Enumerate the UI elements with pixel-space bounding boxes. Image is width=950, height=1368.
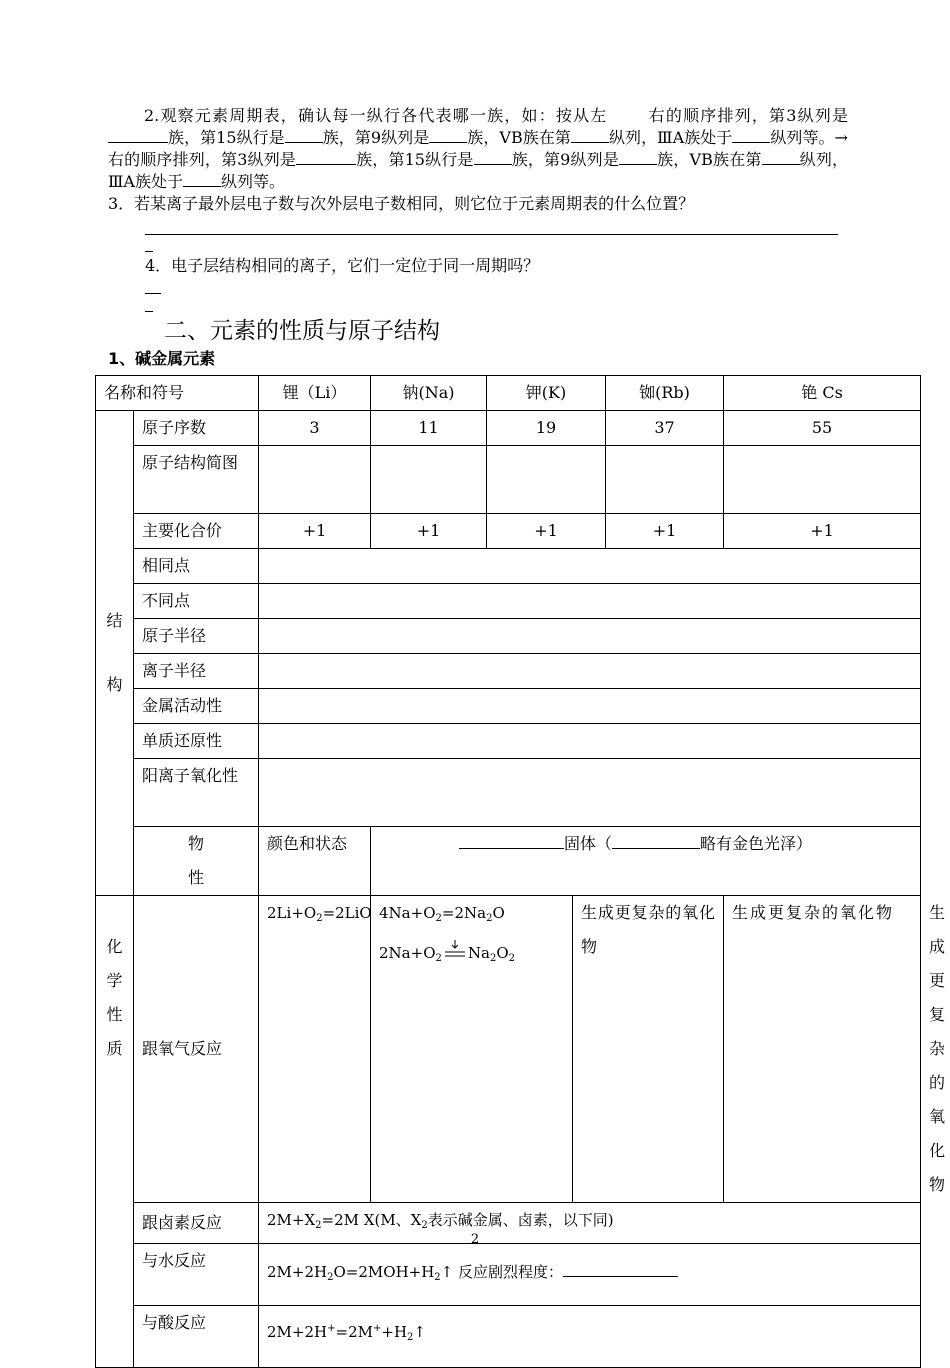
k-oxygen-result: 生成更复杂的氧化物	[573, 896, 724, 1203]
answer-blank[interactable]	[108, 128, 168, 143]
element-name: 锂（Li）	[259, 376, 371, 411]
subsection-title: 1、碱金属元素	[108, 349, 216, 368]
row-label: 原子结构简图	[134, 446, 259, 514]
page-number: 2	[470, 1232, 480, 1247]
cell: 55	[724, 411, 921, 446]
row-label: 跟卤素反应	[134, 1203, 259, 1244]
answer-line-short	[145, 311, 153, 312]
halogen-eq: $2M+X_2=2M$ X(M、$X_2$表示碱金属、卤素，以下同)	[259, 1203, 921, 1244]
water-eq: $2M+2H_2O=2MOH+H_2↑$ 反应剧烈程度：	[259, 1244, 921, 1306]
table-row	[96, 1244, 921, 1306]
row-label: 阳离子氧化性	[134, 759, 259, 827]
cell: +1	[724, 514, 921, 549]
answer-cell[interactable]	[259, 584, 921, 619]
row-label: 颜色和状态	[259, 827, 371, 896]
group-physical: 物性	[134, 827, 259, 896]
row-label: 主要化合价	[134, 514, 259, 549]
answer-cell[interactable]	[259, 654, 921, 689]
na-oxygen-eq: $4Na+O_2=2Na_2O$ $2Na+O_2$ $Na_2O_2$	[371, 896, 573, 1203]
rb-oxygen-result: 生成更复杂的氧化物	[724, 896, 921, 1203]
row-label: 不同点	[134, 584, 259, 619]
table-row	[96, 827, 921, 896]
answer-blank[interactable]	[563, 1262, 678, 1277]
answer-blank[interactable]	[571, 128, 609, 143]
answer-cell[interactable]	[259, 689, 921, 724]
table-row	[96, 654, 921, 689]
question-2: 2.观察元素周期表，确认每一纵行各代表哪一族，如：按从左 右的顺序排列，第3纵列是族，第15纵行是 族，第9纵列是 族，ⅤB族在第 纵列，ⅢA族处于 纵列等。→右的顺序排列，第3纵列是 族，第15纵行是 族，第9纵列是 族，ⅤB族在第 纵列，ⅢA族处于 纵列等。	[108, 106, 848, 191]
header-label: 名称和符号	[96, 376, 259, 411]
row-label: 离子半径	[134, 654, 259, 689]
table-row	[96, 446, 921, 514]
element-name: 铯 Cs	[724, 376, 921, 411]
table-row	[96, 1306, 921, 1368]
row-label: 相同点	[134, 549, 259, 584]
element-name: 铷(Rb)	[606, 376, 724, 411]
element-name: 钾(K)	[487, 376, 606, 411]
answer-blank[interactable]	[612, 834, 700, 849]
table-row	[96, 411, 921, 446]
acid-eq: $2M+2H^+=2M^++H_2↑$	[259, 1306, 921, 1368]
answer-cell[interactable]	[606, 446, 724, 514]
cell: 37	[606, 411, 724, 446]
answer-blank[interactable]	[296, 150, 356, 165]
cell: +1	[371, 514, 487, 549]
answer-cell[interactable]	[371, 446, 487, 514]
answer-blank[interactable]	[474, 150, 512, 165]
row-label: 单质还原性	[134, 724, 259, 759]
table-row	[96, 689, 921, 724]
answer-blank[interactable]	[285, 128, 323, 143]
heat-equals-icon	[442, 938, 468, 960]
answer-blank[interactable]	[429, 128, 467, 143]
answer-cell[interactable]	[724, 446, 921, 514]
row-label: 与水反应	[134, 1244, 259, 1306]
answer-line-short	[145, 251, 153, 252]
answer-blank[interactable]	[732, 128, 770, 143]
table-row	[96, 759, 921, 827]
row-label: 与酸反应	[134, 1306, 259, 1368]
answer-blank[interactable]	[619, 150, 657, 165]
row-label: 原子半径	[134, 619, 259, 654]
cell: 19	[487, 411, 606, 446]
answer-cell[interactable]	[259, 759, 921, 827]
answer-line[interactable]	[145, 293, 161, 294]
q2-text: 2.观察元素周期表，确认每一纵行各代表哪一族，如：按从左	[144, 106, 608, 125]
answer-cell[interactable]	[259, 619, 921, 654]
answer-cell[interactable]	[259, 724, 921, 759]
table-row	[96, 514, 921, 549]
color-state-cell: 固体（ 略有金色光泽）	[371, 827, 921, 896]
question-3: 3．若某离子最外层电子数与次外层电子数相同，则它位于元素周期表的什么位置？	[108, 194, 695, 213]
answer-blank[interactable]	[459, 834, 564, 849]
table-row	[96, 584, 921, 619]
section-title: 二、元素的性质与原子结构	[164, 318, 440, 344]
cell: 3	[259, 411, 371, 446]
question-4: 4．电子层结构相同的离子，它们一定位于同一周期吗？	[145, 256, 540, 275]
cell: +1	[606, 514, 724, 549]
answer-blank[interactable]	[183, 172, 221, 187]
row-label: 金属活动性	[134, 689, 259, 724]
cell: +1	[487, 514, 606, 549]
answer-cell[interactable]	[487, 446, 606, 514]
group-chemical: 化学性质	[96, 896, 134, 1368]
li-oxygen-eq: $2Li+O_2=2LiO$	[259, 896, 371, 1203]
table-row	[96, 376, 921, 411]
cell: +1	[259, 514, 371, 549]
row-label: 原子序数	[134, 411, 259, 446]
table-row: 化学性质 跟氧气反应 $2Li+O_2=2LiO$ $4Na+O_2=2Na_2O$ $2Na+O_2$ $Na_2O_2$ 生成更复杂的氧化物 生成更复杂的氧化物 生成更复杂的氧化物	[96, 896, 921, 1203]
group-structure: 结构	[96, 411, 134, 896]
answer-cell[interactable]	[259, 446, 371, 514]
row-label: 跟氧气反应	[134, 896, 259, 1203]
cell: 11	[371, 411, 487, 446]
answer-blank[interactable]	[762, 150, 800, 165]
table-row	[96, 619, 921, 654]
alkali-metals-table	[95, 375, 946, 1368]
answer-line[interactable]	[145, 234, 838, 235]
element-name: 钠(Na)	[371, 376, 487, 411]
table-row	[96, 724, 921, 759]
table-row	[96, 549, 921, 584]
answer-cell[interactable]	[259, 549, 921, 584]
